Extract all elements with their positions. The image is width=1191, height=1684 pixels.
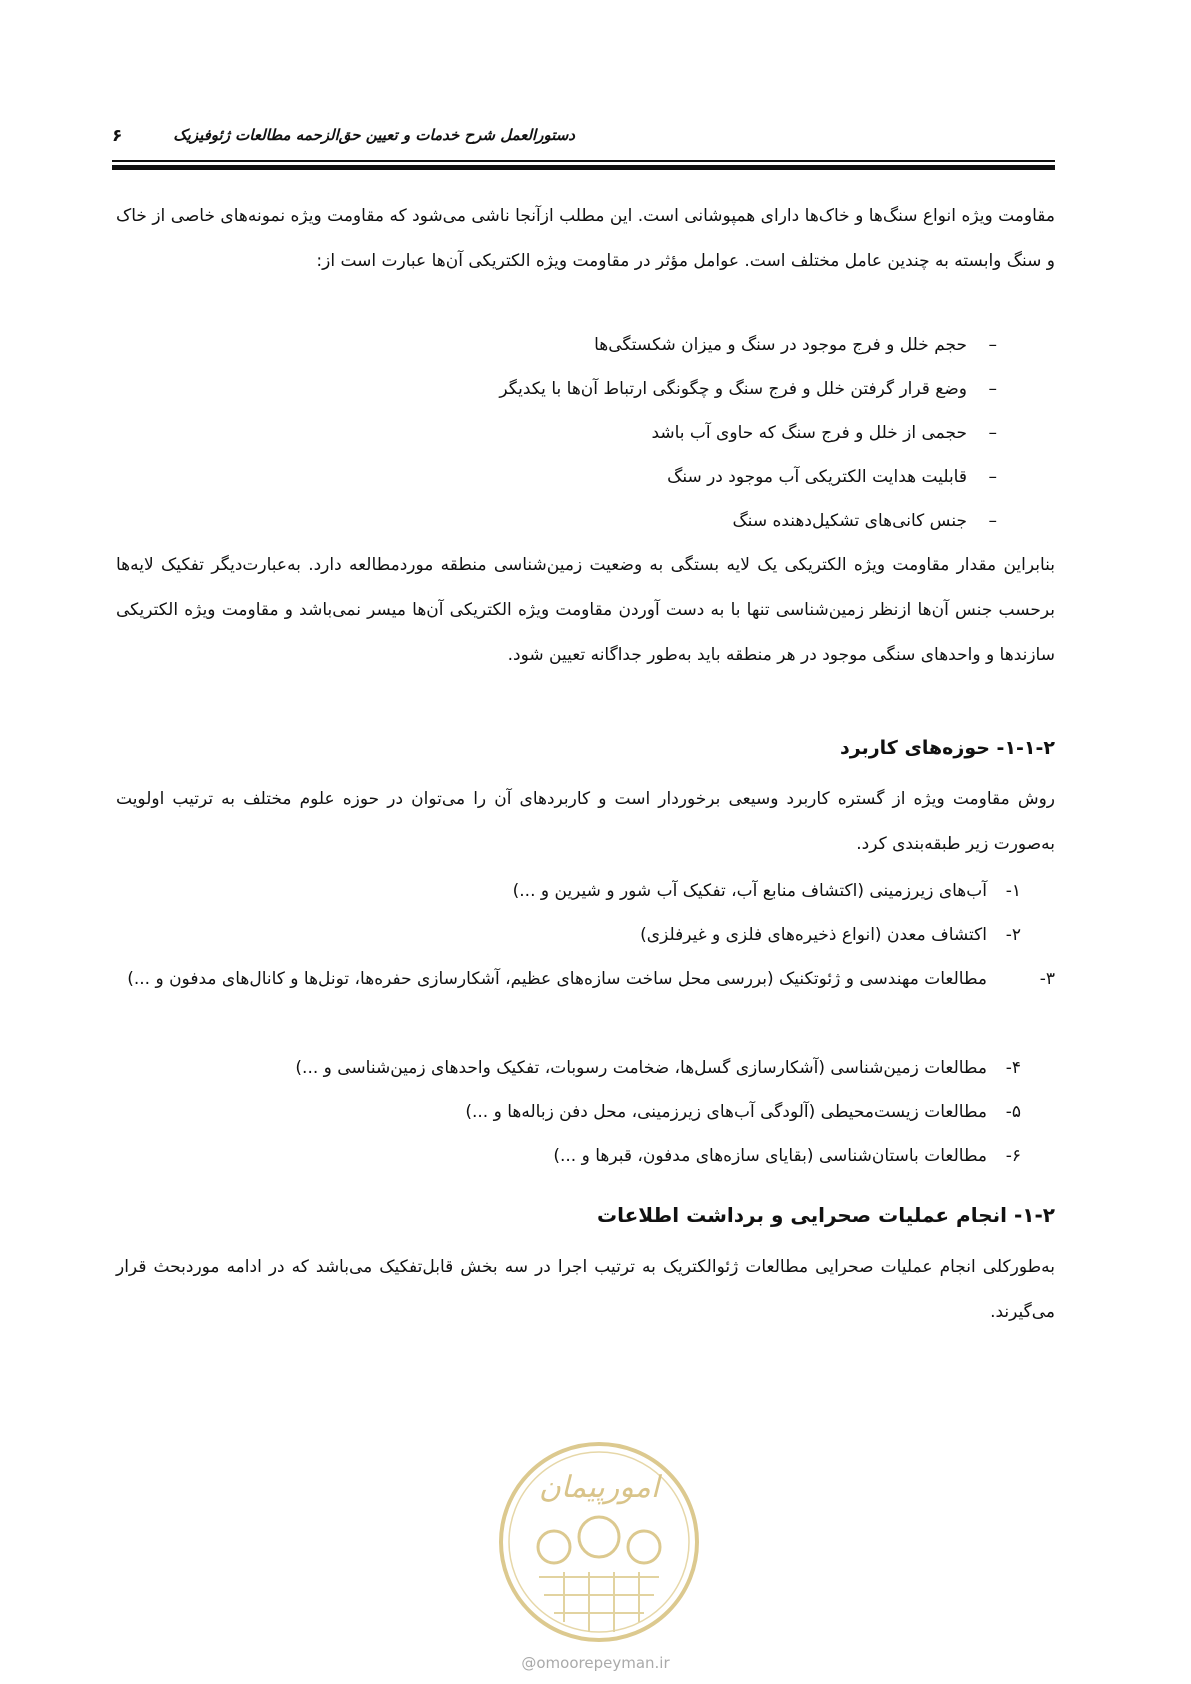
factor-item-2 — [116, 367, 1055, 412]
item-text: مطالعات زمین‌شناسی (آشکارسازی گسل‌ها، ضخامت رسوبات، تفکیک واحدهای زمین‌شناسی و ...) — [295, 1058, 987, 1078]
header-rule-thick — [112, 165, 1055, 170]
application-item-6 — [116, 1134, 1055, 1179]
factor-text: وضع قرار گرفتن خلل و فرج سنگ و چگونگی ارتباط آن‌ها با یکدیگر — [499, 379, 967, 399]
page-number: ۶ — [112, 126, 123, 146]
factor-item-1 — [116, 323, 1055, 368]
section-heading-application-areas: ۱-۱-۲- حوزه‌های کاربرد — [840, 737, 1055, 759]
factor-text: حجم خلل و فرج موجود در سنگ و میزان شکستگی‌ها — [594, 335, 967, 355]
application-areas-paragraph: روش مقاومت ویژه از گستره کاربرد وسیعی برخوردار است و کاربردهای آن را می‌توان در حوزه علوم مختلف به ترتیب اولویت به‌صورت زیر طبقه‌بندی کرد. — [116, 789, 1055, 854]
factor-text: حجمی از خلل و فرج سنگ که حاوی آب باشد — [651, 423, 967, 443]
item-number: ۵- — [1005, 1102, 1021, 1122]
application-item-1 — [116, 869, 1055, 914]
bullet-dash: – — [988, 467, 997, 487]
factor-item-5 — [116, 499, 1055, 544]
item-number: ۳- — [1039, 969, 1055, 989]
bullet-dash: – — [988, 511, 997, 531]
application-item-5 — [116, 1090, 1055, 1135]
factor-item-4 — [116, 455, 1055, 500]
item-text: مطالعات زیست‌محیطی (آلودگی آب‌های زیرزمینی، محل دفن زباله‌ها و ...) — [465, 1102, 987, 1122]
factor-item-3 — [116, 411, 1055, 456]
field-operations-paragraph: به‌طورکلی انجام عملیات صحرایی مطالعات ژئوالکتریک به ترتیب اجرا در سه بخش قابل‌تفکیک می‌باشد که در ادامه موردبحث قرار می‌گیرند. — [116, 1257, 1055, 1322]
item-text: آب‌های زیرزمینی (اکتشاف منابع آب، تفکیک آب شور و شیرین و ...) — [512, 881, 987, 901]
item-number: ۲- — [1005, 925, 1021, 945]
second-paragraph: بنابراین مقدار مقاومت ویژه الکتریکی یک لایه بستگی به وضعیت زمین‌شناسی منطقه موردمطالعه دارد. به‌عبارت‌دیگر تفکیک لایه‌ها برحسب جنس آن‌ها ازنظر زمین‌شناسی تنها با به دست آوردن مقاومت ویژه الکتریکی آن‌ها میسر نمی‌باشد و مقاومت ویژه الکتریکی سازندها و واحدهای سنگی موجود در هر منطقه باید به‌طور جداگانه تعیین شود. — [116, 555, 1055, 665]
application-item-4 — [116, 1046, 1055, 1091]
item-number: ۱- — [1005, 881, 1021, 901]
bullet-dash: – — [988, 335, 997, 355]
running-header — [112, 126, 1055, 148]
factor-text: قابلیت هدایت الکتریکی آب موجود در سنگ — [667, 467, 967, 487]
item-text: مطالعات باستان‌شناسی (بقایای سازه‌های مدفون، قبرها و ...) — [553, 1146, 987, 1166]
application-item-2 — [116, 913, 1055, 958]
watermark-seal-icon — [494, 1437, 704, 1647]
item-number: ۶- — [1005, 1146, 1021, 1166]
section-heading-field-operations: ۱-۲- انجام عملیات صحرایی و برداشت اطلاعات — [596, 1203, 1055, 1227]
factor-text: جنس کانی‌های تشکیل‌دهنده سنگ — [732, 511, 967, 531]
item-number: ۴- — [1005, 1058, 1021, 1078]
header-title: دستورالعمل شرح خدمات و تعیین حق‌الزحمه مطالعات ژئوفیزیک — [173, 126, 575, 144]
application-item-3 — [116, 957, 1055, 1002]
header-rule-thin — [112, 160, 1055, 162]
bullet-dash: – — [988, 423, 997, 443]
watermark-url: @omoorepeyman.ir — [521, 1654, 670, 1672]
item-text: اکتشاف معدن (انواع ذخیره‌های فلزی و غیرفلزی) — [640, 925, 987, 945]
seal-lettering: امورپیمان — [538, 1470, 660, 1505]
intro-paragraph: مقاومت ویژه انواع سنگ‌ها و خاک‌ها دارای همپوشانی است. این مطلب ازآنجا ناشی می‌شود که مقاومت ویژه نمونه‌های خاصی از خاک و سنگ وابسته به چندین عامل مختلف است. عوامل مؤثر در مقاومت ویژه الکتریکی آن‌ها عبارت است از: — [116, 206, 1055, 271]
bullet-dash: – — [988, 379, 997, 399]
item-text: مطالعات مهندسی و ژئوتکنیک (بررسی محل ساخت سازه‌های عظیم، آشکارسازی حفره‌ها، تونل‌ها و کانال‌های مدفون و ...) — [127, 969, 987, 989]
